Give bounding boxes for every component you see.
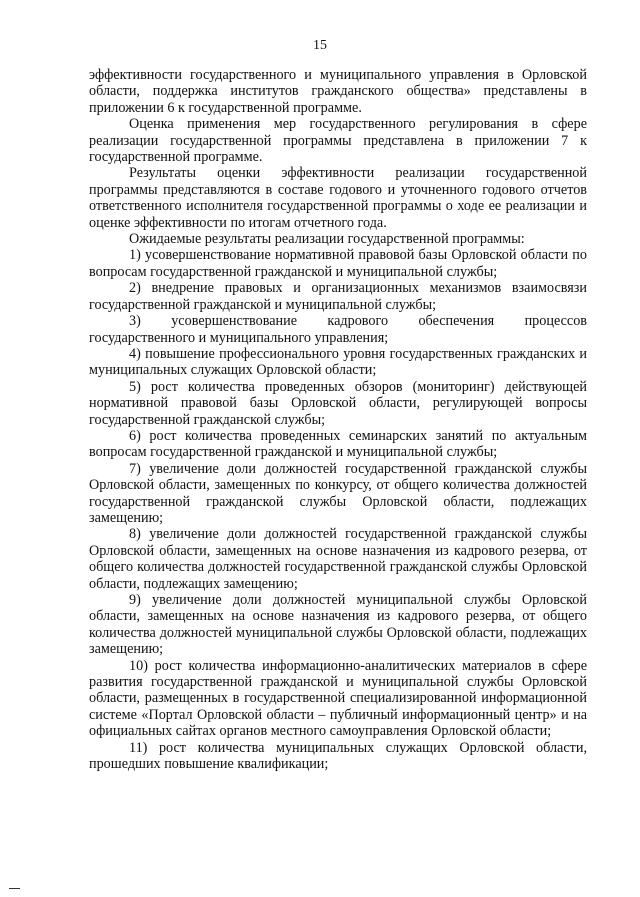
paragraph-regulation-assessment: Оценка применения мер государственного регулирования в сфере реализации государственной программы представлена в приложении 7 к государственной программе. bbox=[89, 116, 587, 166]
list-item-8: 8) увеличение доли должностей государственной гражданской службы Орловской области, замещенных на основе назначения из кадрового резерва, от общего количества должностей государственной гражданской службы Орловской области, подлежащих замещению; bbox=[89, 526, 587, 592]
list-item-4: 4) повышение профессионального уровня государственных гражданских и муниципальных служащих Орловской области; bbox=[89, 345, 587, 379]
list-item-11: 11) рост количества муниципальных служащих Орловской области, прошедших повышение квалификации; bbox=[89, 739, 587, 773]
document-body bbox=[89, 67, 587, 772]
list-item-1: 1) усовершенствование нормативной правовой базы Орловской области по вопросам государственной гражданской и муниципальной службы; bbox=[89, 247, 587, 280]
list-item-9: 9) увеличение доли должностей муниципальной службы Орловской области, замещенных на основе назначения из кадрового резерва, от общего количества должностей муниципальной службы Орловской области, подлежащих замещению; bbox=[89, 592, 587, 658]
paragraph-continuation: эффективности государственного и муниципального управления в Орловской области, поддержка институтов гражданского общества» представлены в приложении 6 к государственной программе. bbox=[89, 67, 587, 116]
list-item-2: 2) внедрение правовых и организационных механизмов взаимосвязи государственной гражданской и муниципальной службы; bbox=[89, 280, 587, 313]
page-number: 15 bbox=[313, 38, 327, 53]
list-item-10: 10) рост количества информационно-аналитических материалов в сфере развития государственной гражданской и муниципальной службы Орловской области, размещенных в государственной специализированной информационной системе «Портал Орловской области – публичный информационный центр» и на официальных сайтах органов местного самоуправления Орловской области; bbox=[89, 657, 587, 740]
scan-corner-mark bbox=[9, 888, 20, 889]
paragraph-expected-results-heading: Ожидаемые результаты реализации государственной программы: bbox=[129, 231, 525, 248]
paragraph-efficiency-results: Результаты оценки эффективности реализации государственной программы представляются в составе годового и уточненного годового отчетов ответственного исполнителя государственной программы о ходе ее реализации и оценке эффективности по итогам отчетного года. bbox=[89, 165, 587, 231]
list-item-5: 5) рост количества проведенных обзоров (мониторинг) действующей нормативной правовой базы Орловской области, регулирующей вопросы государственной гражданской службы; bbox=[89, 378, 587, 428]
list-item-3: 3) усовершенствование кадрового обеспечения процессов государственного и муниципального управления; bbox=[89, 313, 587, 346]
list-item-6: 6) рост количества проведенных семинарских занятий по актуальным вопросам государственной гражданской и муниципальной службы; bbox=[89, 427, 587, 461]
list-item-7: 7) увеличение доли должностей государственной гражданской службы Орловской области, замещенных по конкурсу, от общего количества должностей государственной гражданской службы Орловской области, подлежащих замещению; bbox=[89, 460, 587, 526]
